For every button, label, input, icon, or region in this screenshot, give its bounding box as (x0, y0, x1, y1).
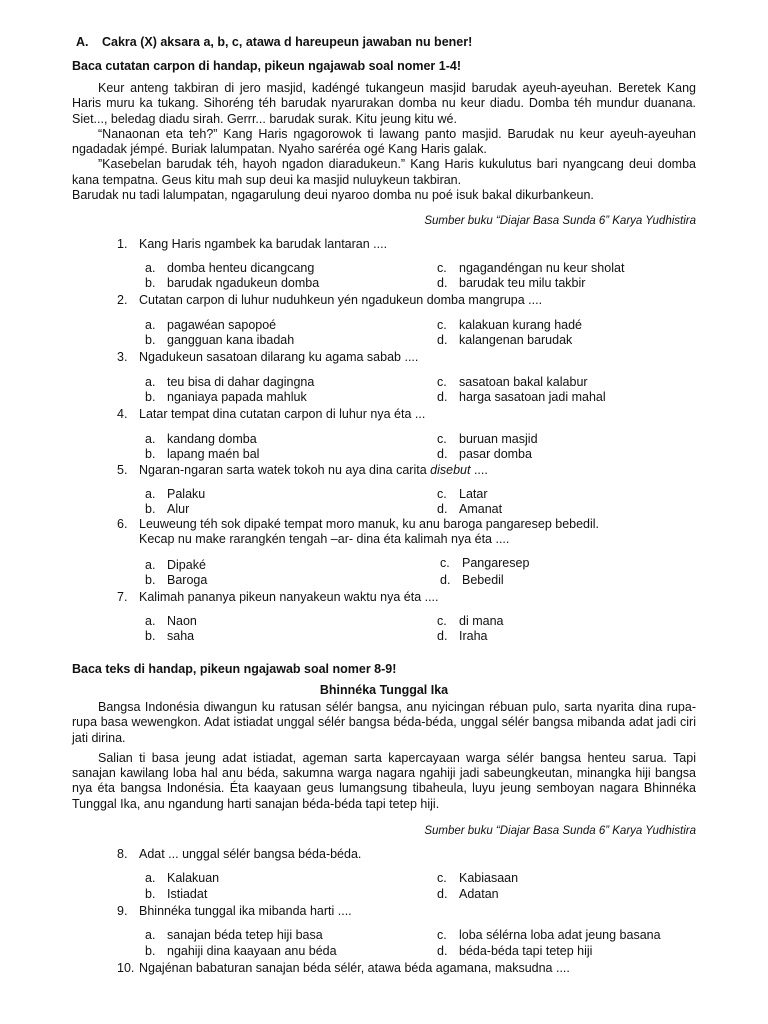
option-d[interactable] (437, 944, 592, 959)
option-text: kandang domba (167, 432, 257, 446)
option-text: Bebedil (462, 573, 504, 587)
option-a[interactable] (145, 928, 323, 943)
option-text: loba sélérna loba adat jeung basana (459, 928, 661, 942)
option-text: kalangenan barudak (459, 333, 573, 347)
question-text: Kang Haris ngambek ka barudak lantaran .... (139, 237, 388, 251)
option-c[interactable] (437, 261, 624, 276)
option-text: buruan masjid (459, 432, 538, 446)
question-number: 5. (117, 463, 128, 477)
question-4 (117, 407, 707, 422)
question-number: 1. (117, 237, 128, 251)
option-text: Istiadat (167, 887, 208, 901)
question-number: 6. (117, 517, 128, 531)
option-d[interactable] (437, 333, 572, 348)
question-text: Ngadukeun sasatoan dilarang ku agama sabab .... (139, 350, 419, 364)
passage-2 (72, 700, 696, 812)
question-number: 8. (117, 847, 128, 861)
option-c[interactable] (437, 318, 582, 333)
option-text: harga sasatoan jadi mahal (459, 390, 606, 404)
option-letter: d. (437, 447, 448, 461)
option-letter: c. (437, 432, 447, 446)
question-text: Latar tempat dina cutatan carpon di luhur nya éta ... (139, 407, 426, 421)
option-letter: b. (145, 502, 156, 516)
question-number: 7. (117, 590, 128, 604)
option-a[interactable] (145, 558, 206, 573)
option-letter: a. (145, 928, 156, 942)
option-letter: d. (437, 944, 448, 958)
option-letter: d. (437, 629, 448, 643)
option-c[interactable] (437, 928, 661, 943)
option-text: barudak teu milu takbir (459, 276, 586, 290)
option-a[interactable] (145, 871, 219, 886)
option-letter: b. (145, 447, 156, 461)
option-letter: a. (145, 487, 156, 501)
question-number: 2. (117, 293, 128, 307)
passage-1-paragraph: “Nanaonan eta teh?” Kang Haris ngagorowok ti lawang panto masjid. Barudak nu keur ayeuh-ayeuhan ngadadak jémpé. Buriak lalumpatan. Nyaho saréréa ogé Kang Haris galak. (72, 126, 696, 157)
passage-1-paragraph: Barudak nu tadi lalumpatan, ngagarulung deui nyaroo domba nu poé isuk bakal dikurbankeun. (72, 188, 594, 203)
option-b[interactable] (145, 887, 207, 902)
option-c[interactable] (437, 871, 518, 886)
option-text: Palaku (167, 487, 206, 501)
passage-2-paragraph: Salian ti basa jeung adat istiadat, ageman sarta kapercayaan warga sélér bangsa henteu sarua. Tapi sanajan kawilang loba hal anu béda, sakumna warga nagara ngahiji jadi sabeungkeutan, minangka hiji bangsa nya éta bangsa Indonésia. Éta kaayaan geus lumangsung tibaheula, luyu jeung semboyan nagara Bhinnéka Tunggal Ika, anu ngandung harti sanajan béda-béda tapi tetep hiji. (72, 750, 696, 811)
option-letter: d. (440, 573, 451, 587)
question-text-line-2: Kecap nu make rarangkén tengah –ar- dina éta kalimah nya éta .... (139, 532, 510, 546)
option-letter: a. (145, 432, 156, 446)
option-text: Pangaresep (462, 556, 530, 570)
option-text: Adatan (459, 887, 499, 901)
option-letter: d. (437, 276, 448, 290)
option-letter: a. (145, 558, 156, 572)
option-text: gangguan kana ibadah (167, 333, 295, 347)
option-a[interactable] (145, 261, 314, 276)
question-8 (117, 847, 707, 862)
option-text: Dipaké (167, 558, 206, 572)
option-d[interactable] (437, 887, 499, 902)
option-a[interactable] (145, 318, 276, 333)
option-letter: b. (145, 944, 156, 958)
option-letter: a. (145, 375, 156, 389)
option-text: domba henteu dicangcang (167, 261, 315, 275)
question-text: Cutatan carpon di luhur nuduhkeun yén ngadukeun domba mangrupa .... (139, 293, 543, 307)
option-letter: c. (437, 614, 447, 628)
option-letter: b. (145, 333, 156, 347)
question-3 (117, 350, 707, 365)
option-letter: c. (440, 556, 450, 570)
option-c[interactable] (437, 614, 503, 629)
option-text: kalakuan kurang hadé (459, 318, 583, 332)
option-text: béda-béda tapi tetep hiji (459, 944, 593, 958)
option-letter: d. (437, 333, 448, 347)
option-letter: b. (145, 629, 156, 643)
question-2 (117, 293, 707, 308)
option-letter: c. (437, 375, 447, 389)
question-number: 9. (117, 904, 128, 918)
section-header (72, 35, 472, 50)
section-title: Cakra (X) aksara a, b, c, atawa d hareupeun jawaban nu bener! (102, 35, 473, 49)
option-text: lapang maén bal (167, 447, 260, 461)
option-text: Iraha (459, 629, 488, 643)
question-text: Kalimah pananya pikeun nanyakeun waktu nya éta .... (139, 590, 439, 604)
question-6 (117, 517, 707, 547)
option-letter: d. (437, 502, 448, 516)
option-letter: c. (437, 928, 447, 942)
option-b[interactable] (145, 573, 207, 588)
passage-1 (72, 81, 696, 203)
question-number: 3. (117, 350, 128, 364)
option-c[interactable] (437, 375, 588, 390)
option-text: ngahiji dina kaayaan anu béda (167, 944, 337, 958)
question-9 (117, 904, 707, 919)
option-text: Alur (167, 502, 190, 516)
option-b[interactable] (145, 944, 337, 959)
option-text: Kalakuan (167, 871, 220, 885)
option-text: teu bisa di dahar dagingna (167, 375, 315, 389)
option-text: Kabiasaan (459, 871, 519, 885)
question-number: 10. (117, 961, 135, 975)
question-text-end: .... (473, 463, 488, 477)
question-text: Leuweung téh sok dipaké tempat moro manuk, ku anu baroga pangaresep bebedil. (139, 517, 600, 531)
option-a[interactable] (145, 487, 205, 502)
section-letter: A. (76, 35, 89, 49)
option-c[interactable] (437, 487, 488, 502)
option-letter: b. (145, 573, 156, 587)
question-text: Ngaran-ngaran sarta watek tokoh nu aya dina carita (139, 463, 427, 477)
option-d[interactable] (437, 390, 606, 405)
option-text: Amanat (459, 502, 503, 516)
question-number: 4. (117, 407, 128, 421)
option-letter: a. (145, 871, 156, 885)
option-letter: a. (145, 261, 156, 275)
option-text: Baroga (167, 573, 208, 587)
passage-1-paragraph: ”Kasebelan barudak téh, hayoh ngadon diaradukeun.” Kang Haris kukulutus bari nyangcang deui domba kana tempatna. Geus kitu mah sup deui ka masjid nuluykeun takbiran. (72, 157, 696, 187)
instruction-1: Baca cutatan carpon di handap, pikeun ngajawab soal nomer 1-4! (72, 59, 461, 73)
passage-2-title: Bhinnéka Tunggal Ika (319, 683, 449, 697)
option-text: Naon (167, 614, 197, 628)
option-letter: a. (145, 614, 156, 628)
question-text: Ngajénan babaturan sanajan béda sélér, atawa béda agamana, maksudna .... (139, 961, 570, 975)
source-citation-1: Sumber buku “Diajar Basa Sunda 6” Karya Yudhistira (424, 215, 696, 227)
option-d[interactable] (440, 573, 504, 588)
question-7 (117, 590, 707, 605)
option-c[interactable] (437, 432, 538, 447)
option-text: di mana (459, 614, 504, 628)
option-text: sanajan béda tetep hiji basa (167, 928, 323, 942)
option-d[interactable] (437, 629, 488, 644)
option-letter: c. (437, 487, 447, 501)
option-b[interactable] (145, 447, 259, 462)
instruction-2: Baca teks di handap, pikeun ngajawab soal nomer 8-9! (72, 662, 397, 676)
question-text: Bhinnéka tunggal ika mibanda harti .... (139, 904, 352, 918)
option-b[interactable] (145, 629, 194, 644)
question-5 (117, 463, 707, 478)
option-text: pagawéan sapopoé (167, 318, 277, 332)
option-a[interactable] (145, 375, 314, 390)
option-letter: c. (437, 318, 447, 332)
passage-2-paragraph: Bangsa Indonésia diwangun ku ratusan sélér bangsa, anu nyicingan rébuan pulo, sarta nyarita dina rupa-rupa basa wewengkon. Adat istiadat unggal sélér bangsa béda-béda, unggal sélér bangsa mibanda adat jadi ciri jati dirina. (72, 700, 696, 745)
option-text: barudak ngadukeun domba (167, 276, 320, 290)
option-letter: c. (437, 871, 447, 885)
option-letter: b. (145, 276, 156, 290)
option-d[interactable] (437, 502, 502, 517)
option-a[interactable] (145, 432, 257, 447)
option-letter: b. (145, 887, 156, 901)
option-text: nganiaya papada mahluk (167, 390, 307, 404)
option-text: Latar (459, 487, 488, 501)
option-letter: b. (145, 390, 156, 404)
option-letter: a. (145, 318, 156, 332)
option-a[interactable] (145, 614, 197, 629)
option-b[interactable] (145, 390, 307, 405)
option-b[interactable] (145, 276, 319, 291)
option-c[interactable] (440, 556, 529, 571)
option-text: saha (167, 629, 195, 643)
question-text-italic: disebut (430, 463, 471, 477)
option-letter: d. (437, 390, 448, 404)
option-text: ngagandéngan nu keur sholat (459, 261, 625, 275)
option-b[interactable] (145, 333, 294, 348)
question-10 (117, 961, 707, 976)
source-citation-2: Sumber buku “Diajar Basa Sunda 6” Karya Yudhistira (424, 825, 696, 837)
option-text: pasar domba (459, 447, 532, 461)
option-text: sasatoan bakal kalabur (459, 375, 588, 389)
passage-1-paragraph: Keur anteng takbiran di jero masjid, kadéngé tukangeun masjid barudak ayeuh-ayeuhan. Beretek Kang Haris muru ka tukang. Sihoréng téh barudak nyarurakan domba nu keur diadu. Domba téh mundur duanana. Siet..., beledag diadu sirah. Gerrr... barudak surak. Kitu jeung kitu wé. (72, 81, 696, 126)
option-letter: d. (437, 887, 448, 901)
option-d[interactable] (437, 447, 532, 462)
option-b[interactable] (145, 502, 189, 517)
question-text: Adat ... unggal sélér bangsa béda-béda. (139, 847, 362, 861)
question-1 (117, 237, 707, 252)
option-d[interactable] (437, 276, 585, 291)
option-letter: c. (437, 261, 447, 275)
